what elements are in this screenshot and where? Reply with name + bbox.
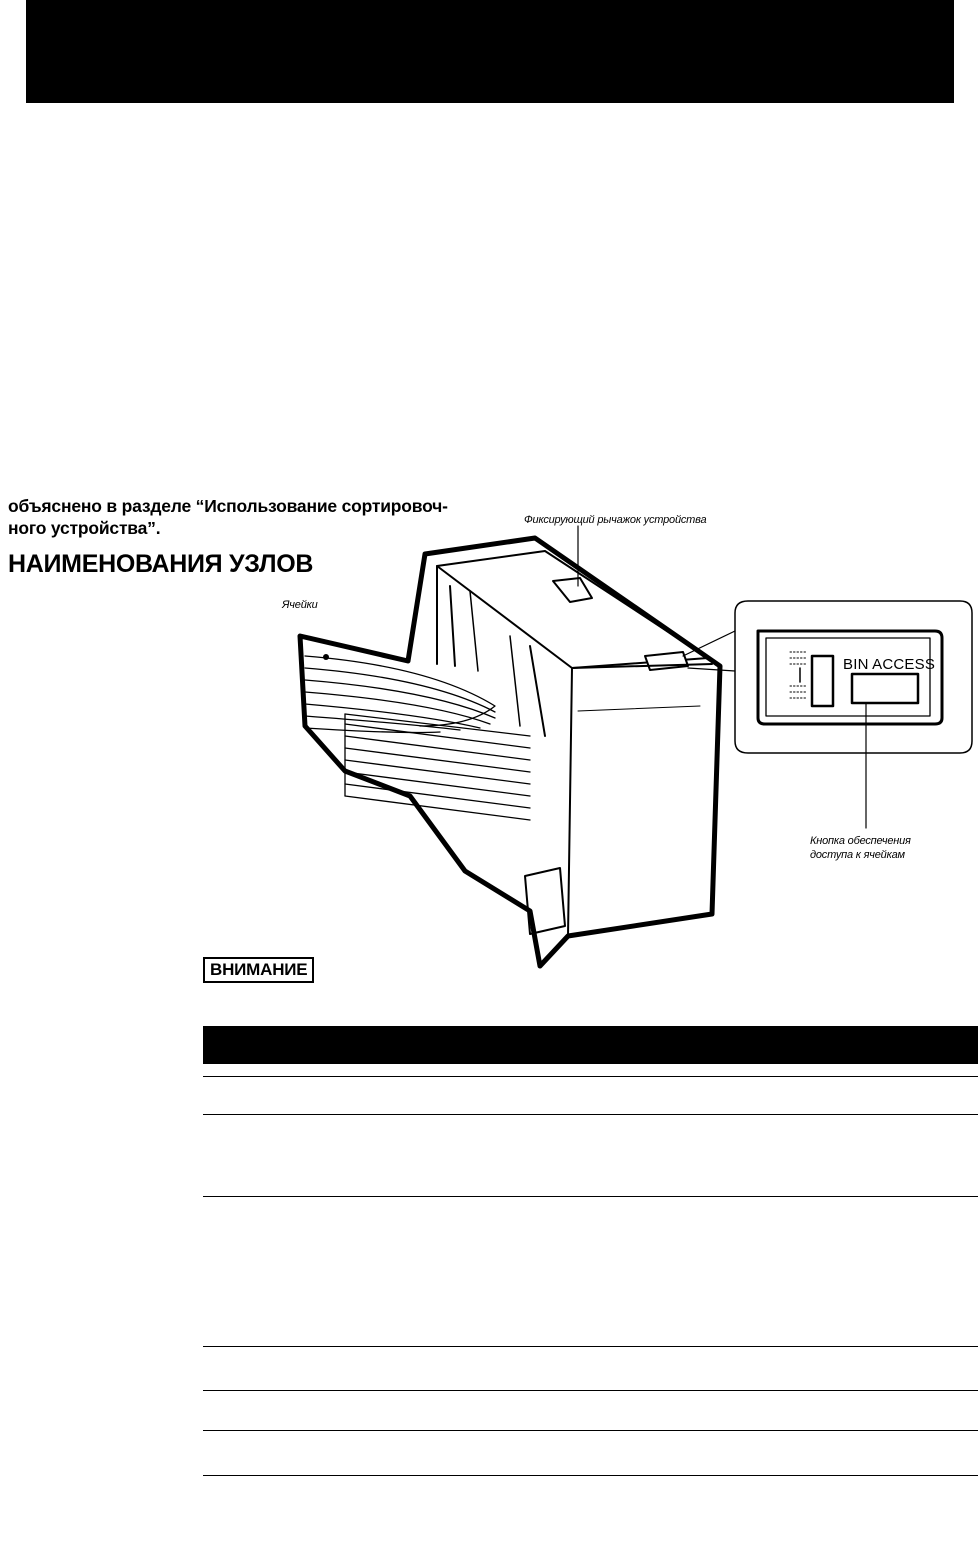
- sorter-top-lid: [437, 551, 708, 668]
- sorter-illustration: [0, 496, 978, 996]
- sorter-body-outline: [300, 538, 720, 966]
- table-row-divider: [203, 1196, 978, 1197]
- button-location: [645, 652, 688, 670]
- table-row-divider: [203, 1114, 978, 1115]
- table-row-divider: [203, 1430, 978, 1431]
- button-callout: [810, 834, 940, 862]
- bins-callout: Ячейки: [282, 599, 318, 611]
- intro-line-2: ного устройства”.: [8, 518, 161, 538]
- table-row-divider: [203, 1475, 978, 1476]
- bin-access-label: BIN ACCESS: [843, 656, 936, 673]
- button-callout-line-2: доступа к ячейкам: [810, 849, 905, 861]
- section-title: НАИМЕНОВАНИЯ УЗЛОВ: [8, 550, 314, 578]
- table-row-divider: [203, 1076, 978, 1077]
- sorter-drawing: [0, 496, 978, 996]
- table-row-divider: [203, 1390, 978, 1391]
- button-callout-line-1: Кнопка обеспечения: [810, 835, 911, 847]
- intro-line-1: объяснено в разделе “Использование сортировоч-: [8, 496, 448, 516]
- bin-access-button: [852, 674, 918, 703]
- zoom-panel: [735, 601, 972, 753]
- page-header-bar: [26, 0, 954, 103]
- table-header-bar: [203, 1026, 978, 1064]
- lever-shape: [553, 578, 592, 602]
- table-row-divider: [203, 1346, 978, 1347]
- slider-switch: [812, 656, 833, 706]
- caution-badge: ВНИМАНИЕ: [203, 957, 314, 983]
- lever-callout: Фиксирующий рычажок устройства: [524, 514, 707, 526]
